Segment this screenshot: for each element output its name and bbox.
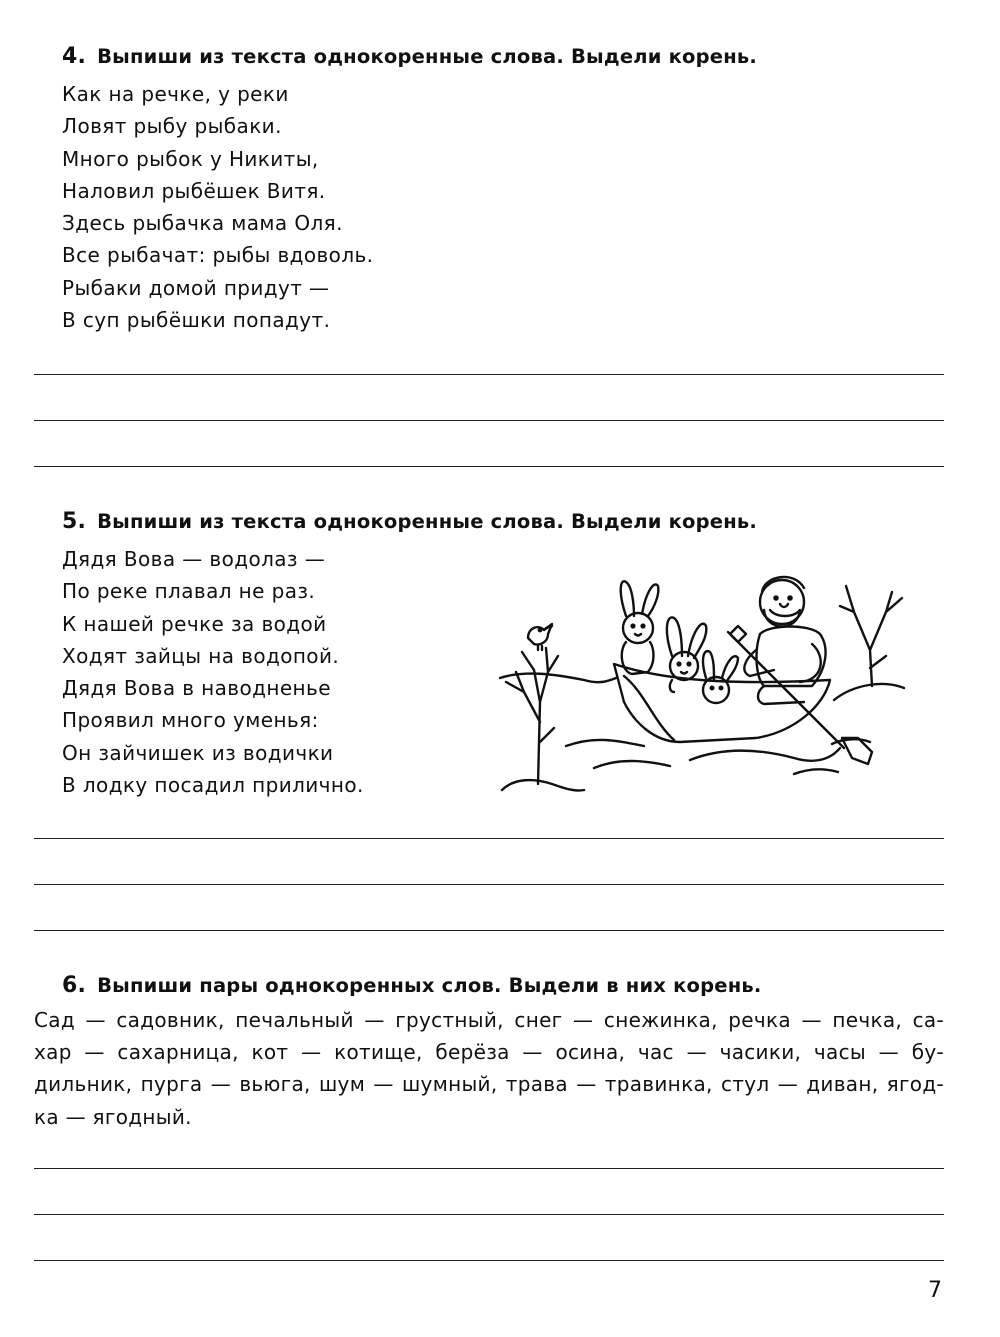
oar [728, 632, 872, 764]
task-5-number: 5. [62, 509, 87, 534]
boat-illustration [494, 552, 914, 802]
hare-3 [703, 651, 738, 703]
word-list-line: дильник, пурга — вьюга, шум — шумный, трава — травинка, стул — диван, ягод- [34, 1072, 944, 1097]
task-4-poem [62, 78, 373, 336]
right-bank [834, 684, 904, 700]
task-4-number: 4. [62, 44, 87, 69]
poem-line: Рыбаки домой придут — [62, 275, 330, 300]
water-line [594, 761, 670, 768]
poem-line: Наловил рыбёшек Витя. [62, 178, 326, 203]
bird-icon [528, 624, 552, 650]
poem-line: Все рыбачат: рыбы вдоволь. [62, 243, 374, 268]
poem-line: В лодку посадил прилично. [62, 773, 364, 798]
poem-line: Он зайчишек из водички [62, 740, 334, 765]
rower-man [744, 577, 825, 704]
poem-line: Ловят рыбу рыбаки. [62, 114, 282, 139]
task-5-instruction: Выпиши из текста однокоренные слова. Выдели корень. [97, 510, 758, 533]
left-tree [506, 648, 558, 784]
poem-line: В суп рыбёшки попадут. [62, 308, 331, 333]
answer-line[interactable] [34, 838, 944, 839]
word-list-line: ка — ягодный. [34, 1104, 192, 1129]
hare-1 [621, 581, 659, 674]
word-list-line: хар — сахарница, кот — котище, берёза — осина, час — часики, часы — бу- [34, 1040, 944, 1065]
water-line [566, 740, 644, 746]
poem-line: Проявил много уменья: [62, 708, 319, 733]
task-6-title [62, 973, 762, 998]
poem-line: Дядя Вова в наводненье [62, 676, 331, 701]
task-5-poem [62, 543, 364, 801]
answer-line[interactable] [34, 1168, 944, 1169]
answer-line[interactable] [34, 374, 944, 375]
poem-line: Много рыбок у Никиты, [62, 146, 319, 171]
poem-line: К нашей речке за водой [62, 611, 327, 636]
answer-line[interactable] [34, 1214, 944, 1215]
answer-line[interactable] [34, 420, 944, 421]
answer-line[interactable] [34, 884, 944, 885]
poem-line: Дядя Вова — водолаз — [62, 547, 326, 571]
task-4-instruction: Выпиши из текста однокоренные слова. Выдели корень. [97, 45, 758, 68]
water-line [794, 769, 838, 774]
answer-line[interactable] [34, 466, 944, 467]
left-bank [502, 780, 584, 790]
poem-line: По реке плавал не раз. [62, 579, 316, 604]
poem-line: Здесь рыбачка мама Оля. [62, 211, 343, 236]
water-line [690, 748, 840, 761]
right-tree [840, 586, 902, 686]
poem-line: Как на речке, у реки [62, 82, 289, 106]
task-5-title [62, 509, 757, 534]
word-list-line: Сад — садовник, печальный — грустный, снег — снежинка, речка — печка, са- [34, 1008, 944, 1032]
task-4-title [62, 44, 757, 69]
task-6-instruction: Выпиши пары однокоренных слов. Выдели в них корень. [97, 974, 762, 997]
answer-line[interactable] [34, 930, 944, 931]
task-6-number: 6. [62, 973, 87, 998]
task-6-word-list [34, 1004, 944, 1133]
page-number: 7 [928, 1278, 942, 1303]
answer-line[interactable] [34, 1260, 944, 1261]
poem-line: Ходят зайцы на водопой. [62, 643, 340, 668]
